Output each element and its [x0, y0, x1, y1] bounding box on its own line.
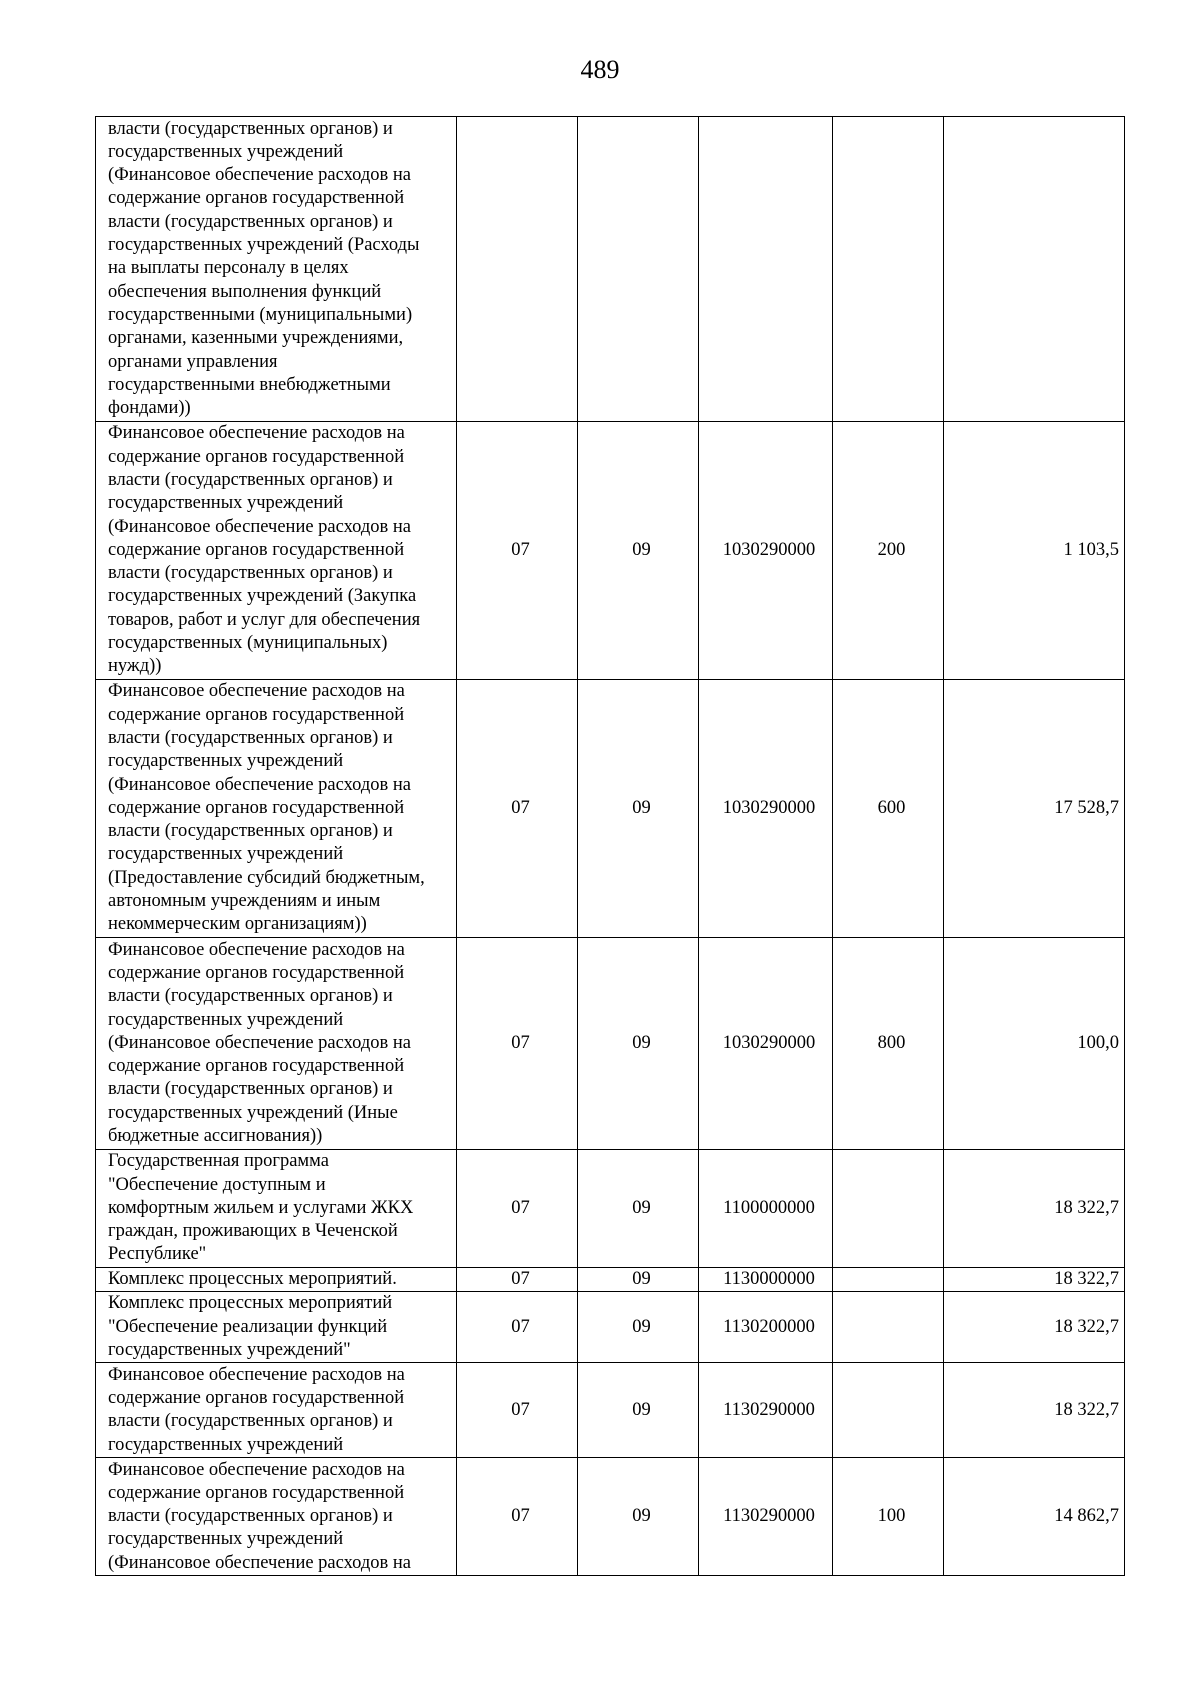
row-section: 07 — [457, 1292, 578, 1363]
row-section: 07 — [457, 680, 578, 938]
row-section: 07 — [457, 1363, 578, 1458]
row-section: 07 — [457, 422, 578, 680]
row-description: Финансовое обеспечение расходов на содержание органов государственной власти (государственных органов) и государственных учреждений (Финансовое обеспечение расходов на содержание органов государственной власти (государственных органов) и государственных учреждений (Предоставление субсидий бюджетным, автономным учреждениям и иным некоммерческим организациям)) — [96, 680, 457, 938]
row-expense-type: 200 — [833, 422, 944, 680]
row-target-code: 1030290000 — [699, 938, 833, 1150]
row-subsection: 09 — [578, 680, 699, 938]
row-amount: 1 103,5 — [944, 422, 1125, 680]
row-subsection: 09 — [578, 1150, 699, 1268]
row-description: Комплекс процессных мероприятий. — [96, 1268, 457, 1292]
table-row — [96, 117, 1125, 422]
row-subsection: 09 — [578, 422, 699, 680]
row-target-code: 1130290000 — [699, 1363, 833, 1458]
row-expense-type — [833, 1363, 944, 1458]
row-description: Финансовое обеспечение расходов на содержание органов государственной власти (государственных органов) и государственных учреждений (Финансовое обеспечение расходов на содержание органов государственной власти (государственных органов) и государственных учреждений (Закупка товаров, работ и услуг для обеспечения государственных (муниципальных) нужд)) — [96, 422, 457, 680]
row-description: Финансовое обеспечение расходов на содержание органов государственной власти (государственных органов) и государственных учреждений (Финансовое обеспечение расходов на содержание органов государственной власти (государственных органов) и государственных учреждений (Иные бюджетные ассигнования)) — [96, 938, 457, 1150]
row-amount: 18 322,7 — [944, 1150, 1125, 1268]
row-amount: 18 322,7 — [944, 1268, 1125, 1292]
row-subsection: 09 — [578, 1363, 699, 1458]
row-amount: 18 322,7 — [944, 1363, 1125, 1458]
table-row — [96, 680, 1125, 938]
row-subsection: 09 — [578, 1458, 699, 1576]
table-row — [96, 1458, 1125, 1576]
row-expense-type — [833, 117, 944, 422]
row-description: власти (государственных органов) и государственных учреждений (Финансовое обеспечение расходов на содержание органов государственной власти (государственных органов) и государственных учреждений (Расходы на выплаты персоналу в целях обеспечения выполнения функций государственными (муниципальными) органами, казенными учреждениями, органами управления государственными внебюджетными фондами)) — [96, 117, 457, 422]
row-subsection — [578, 117, 699, 422]
row-description: Финансовое обеспечение расходов на содержание органов государственной власти (государственных органов) и государственных учреждений — [96, 1363, 457, 1458]
row-amount: 17 528,7 — [944, 680, 1125, 938]
row-expense-type — [833, 1292, 944, 1363]
table-row — [96, 1150, 1125, 1268]
row-section: 07 — [457, 1458, 578, 1576]
row-subsection: 09 — [578, 1268, 699, 1292]
row-subsection: 09 — [578, 1292, 699, 1363]
row-expense-type: 600 — [833, 680, 944, 938]
row-section — [457, 117, 578, 422]
row-target-code: 1130290000 — [699, 1458, 833, 1576]
table-row — [96, 1268, 1125, 1292]
row-target-code: 1030290000 — [699, 680, 833, 938]
row-expense-type: 100 — [833, 1458, 944, 1576]
row-target-code — [699, 117, 833, 422]
row-description: Государственная программа "Обеспечение доступным и комфортным жильем и услугами ЖКХ граждан, проживающих в Чеченской Республике" — [96, 1150, 457, 1268]
row-amount: 14 862,7 — [944, 1458, 1125, 1576]
row-section: 07 — [457, 1268, 578, 1292]
row-target-code: 1130200000 — [699, 1292, 833, 1363]
row-expense-type — [833, 1268, 944, 1292]
table-row — [96, 422, 1125, 680]
row-amount — [944, 117, 1125, 422]
row-target-code: 1030290000 — [699, 422, 833, 680]
row-expense-type — [833, 1150, 944, 1268]
row-target-code: 1100000000 — [699, 1150, 833, 1268]
row-amount: 100,0 — [944, 938, 1125, 1150]
budget-table — [95, 116, 1125, 1576]
table-row — [96, 1292, 1125, 1363]
row-amount: 18 322,7 — [944, 1292, 1125, 1363]
row-subsection: 09 — [578, 938, 699, 1150]
row-expense-type: 800 — [833, 938, 944, 1150]
row-section: 07 — [457, 1150, 578, 1268]
page-number: 489 — [580, 55, 620, 84]
row-section: 07 — [457, 938, 578, 1150]
table-row — [96, 1363, 1125, 1458]
table-row — [96, 938, 1125, 1150]
row-description: Финансовое обеспечение расходов на содержание органов государственной власти (государственных органов) и государственных учреждений (Финансовое обеспечение расходов на — [96, 1458, 457, 1576]
row-target-code: 1130000000 — [699, 1268, 833, 1292]
row-description: Комплекс процессных мероприятий "Обеспечение реализации функций государственных учреждений" — [96, 1292, 457, 1363]
